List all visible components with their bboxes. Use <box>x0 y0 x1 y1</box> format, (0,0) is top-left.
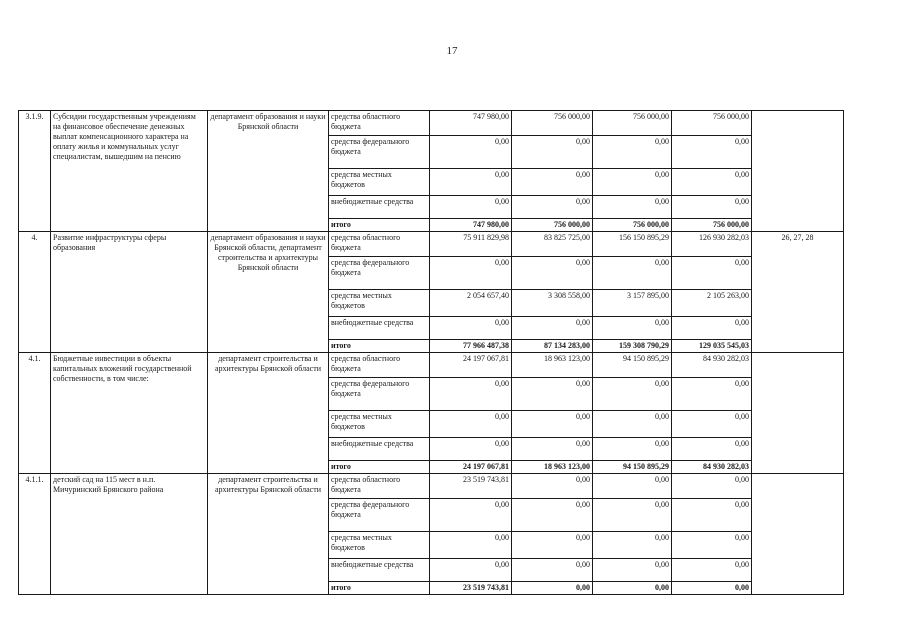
amount-cell: 2 105 263,00 <box>672 290 752 317</box>
funding-source: итого <box>329 340 430 353</box>
amount-cell: 0,00 <box>430 378 512 411</box>
amount-cell: 77 966 487,38 <box>430 340 512 353</box>
item-number: 3.1.9. <box>19 111 51 232</box>
amount-cell: 0,00 <box>593 169 672 196</box>
amount-cell: 84 930 282,03 <box>672 461 752 474</box>
amount-cell: 0,00 <box>430 169 512 196</box>
amount-cell: 0,00 <box>593 582 672 595</box>
amount-cell: 0,00 <box>512 499 593 532</box>
amount-cell: 756 000,00 <box>672 219 752 232</box>
table-row <box>19 474 844 499</box>
amount-cell: 0,00 <box>512 257 593 290</box>
amount-cell: 87 134 283,00 <box>512 340 593 353</box>
amount-cell: 0,00 <box>672 582 752 595</box>
amount-cell: 0,00 <box>672 136 752 169</box>
amount-cell: 75 911 829,98 <box>430 232 512 257</box>
item-number: 4. <box>19 232 51 353</box>
funding-source: средства областного бюджета <box>329 111 430 136</box>
amount-cell: 3 157 895,00 <box>593 290 672 317</box>
funding-source: средства местных бюджетов <box>329 290 430 317</box>
amount-cell: 94 150 895,29 <box>593 461 672 474</box>
amount-cell: 0,00 <box>430 499 512 532</box>
item-executor: департамент образования и науки Брянской области <box>208 111 329 232</box>
amount-cell: 156 150 895,29 <box>593 232 672 257</box>
item-name: Субсидии государственным учреждениям на финансовое обеспечение денежных выплат компенсационного характера на оплату жилья и коммунальных услуг специалистам, вышедшим на пенсию <box>51 111 208 232</box>
funding-source: средства областного бюджета <box>329 474 430 499</box>
amount-cell: 0,00 <box>672 411 752 438</box>
amount-cell: 0,00 <box>430 136 512 169</box>
amount-cell: 0,00 <box>593 532 672 559</box>
funding-source: внебюджетные средства <box>329 559 430 582</box>
amount-cell: 0,00 <box>593 257 672 290</box>
amount-cell: 0,00 <box>593 378 672 411</box>
amount-cell: 0,00 <box>512 582 593 595</box>
page-number: 17 <box>446 45 458 57</box>
budget-table <box>18 110 844 595</box>
amount-cell: 0,00 <box>512 474 593 499</box>
amount-cell: 2 054 657,40 <box>430 290 512 317</box>
funding-source: итого <box>329 461 430 474</box>
funding-source: средства областного бюджета <box>329 232 430 257</box>
amount-cell: 83 825 725,00 <box>512 232 593 257</box>
amount-cell: 126 930 282,03 <box>672 232 752 257</box>
item-number: 4.1. <box>19 353 51 474</box>
table-row <box>19 232 844 257</box>
funding-source: внебюджетные средства <box>329 438 430 461</box>
amount-cell: 747 980,00 <box>430 111 512 136</box>
item-executor: департамент строительства и архитектуры Брянской области <box>208 353 329 474</box>
funding-source: итого <box>329 219 430 232</box>
amount-cell: 0,00 <box>430 411 512 438</box>
indicator-refs: 26, 27, 28 <box>752 232 844 353</box>
amount-cell: 0,00 <box>593 317 672 340</box>
amount-cell: 0,00 <box>512 196 593 219</box>
item-name: Развитие инфраструктуры сферы образования <box>51 232 208 353</box>
amount-cell: 756 000,00 <box>512 111 593 136</box>
amount-cell: 0,00 <box>672 317 752 340</box>
amount-cell: 0,00 <box>512 411 593 438</box>
indicator-refs <box>752 474 844 595</box>
funding-source: средства федерального бюджета <box>329 499 430 532</box>
amount-cell: 0,00 <box>672 474 752 499</box>
amount-cell: 0,00 <box>672 438 752 461</box>
amount-cell: 94 150 895,29 <box>593 353 672 378</box>
amount-cell: 0,00 <box>672 378 752 411</box>
amount-cell: 0,00 <box>430 532 512 559</box>
funding-source: средства областного бюджета <box>329 353 430 378</box>
amount-cell: 18 963 123,00 <box>512 353 593 378</box>
amount-cell: 0,00 <box>430 196 512 219</box>
table-row <box>19 111 844 136</box>
amount-cell: 84 930 282,03 <box>672 353 752 378</box>
amount-cell: 0,00 <box>512 136 593 169</box>
amount-cell: 3 308 558,00 <box>512 290 593 317</box>
amount-cell: 0,00 <box>430 257 512 290</box>
amount-cell: 747 980,00 <box>430 219 512 232</box>
indicator-refs <box>752 111 844 232</box>
amount-cell: 0,00 <box>672 559 752 582</box>
amount-cell: 756 000,00 <box>593 219 672 232</box>
funding-source: внебюджетные средства <box>329 196 430 219</box>
funding-source: средства федерального бюджета <box>329 257 430 290</box>
amount-cell: 24 197 067,81 <box>430 461 512 474</box>
amount-cell: 0,00 <box>430 317 512 340</box>
amount-cell: 0,00 <box>672 257 752 290</box>
item-executor: департамент образования и науки Брянской области, департамент строительства и архитектуры Брянской области <box>208 232 329 353</box>
amount-cell: 0,00 <box>593 438 672 461</box>
amount-cell: 0,00 <box>593 411 672 438</box>
table-row <box>19 353 844 378</box>
item-executor: департамент строительства и архитектуры Брянской области <box>208 474 329 595</box>
amount-cell: 0,00 <box>430 438 512 461</box>
funding-source: внебюджетные средства <box>329 317 430 340</box>
item-name: детский сад на 115 мест в н.п. Мичуринский Брянского района <box>51 474 208 595</box>
funding-source: средства местных бюджетов <box>329 411 430 438</box>
funding-source: средства федерального бюджета <box>329 136 430 169</box>
amount-cell: 0,00 <box>512 532 593 559</box>
amount-cell: 0,00 <box>512 378 593 411</box>
indicator-refs <box>752 353 844 474</box>
item-number: 4.1.1. <box>19 474 51 595</box>
amount-cell: 0,00 <box>672 532 752 559</box>
amount-cell: 0,00 <box>593 499 672 532</box>
amount-cell: 0,00 <box>512 169 593 196</box>
amount-cell: 0,00 <box>593 474 672 499</box>
amount-cell: 0,00 <box>512 438 593 461</box>
amount-cell: 0,00 <box>593 136 672 169</box>
funding-source: итого <box>329 582 430 595</box>
amount-cell: 756 000,00 <box>512 219 593 232</box>
amount-cell: 129 035 545,03 <box>672 340 752 353</box>
amount-cell: 24 197 067,81 <box>430 353 512 378</box>
amount-cell: 0,00 <box>672 499 752 532</box>
item-name: Бюджетные инвестиции в объекты капитальных вложений государственной собственности, в том числе: <box>51 353 208 474</box>
amount-cell: 0,00 <box>672 196 752 219</box>
amount-cell: 159 308 790,29 <box>593 340 672 353</box>
amount-cell: 0,00 <box>593 196 672 219</box>
funding-source: средства федерального бюджета <box>329 378 430 411</box>
amount-cell: 18 963 123,00 <box>512 461 593 474</box>
amount-cell: 756 000,00 <box>593 111 672 136</box>
amount-cell: 23 519 743,81 <box>430 582 512 595</box>
amount-cell: 756 000,00 <box>672 111 752 136</box>
funding-source: средства местных бюджетов <box>329 532 430 559</box>
amount-cell: 23 519 743,81 <box>430 474 512 499</box>
amount-cell: 0,00 <box>512 317 593 340</box>
amount-cell: 0,00 <box>430 559 512 582</box>
amount-cell: 0,00 <box>512 559 593 582</box>
amount-cell: 0,00 <box>593 559 672 582</box>
funding-source: средства местных бюджетов <box>329 169 430 196</box>
amount-cell: 0,00 <box>672 169 752 196</box>
